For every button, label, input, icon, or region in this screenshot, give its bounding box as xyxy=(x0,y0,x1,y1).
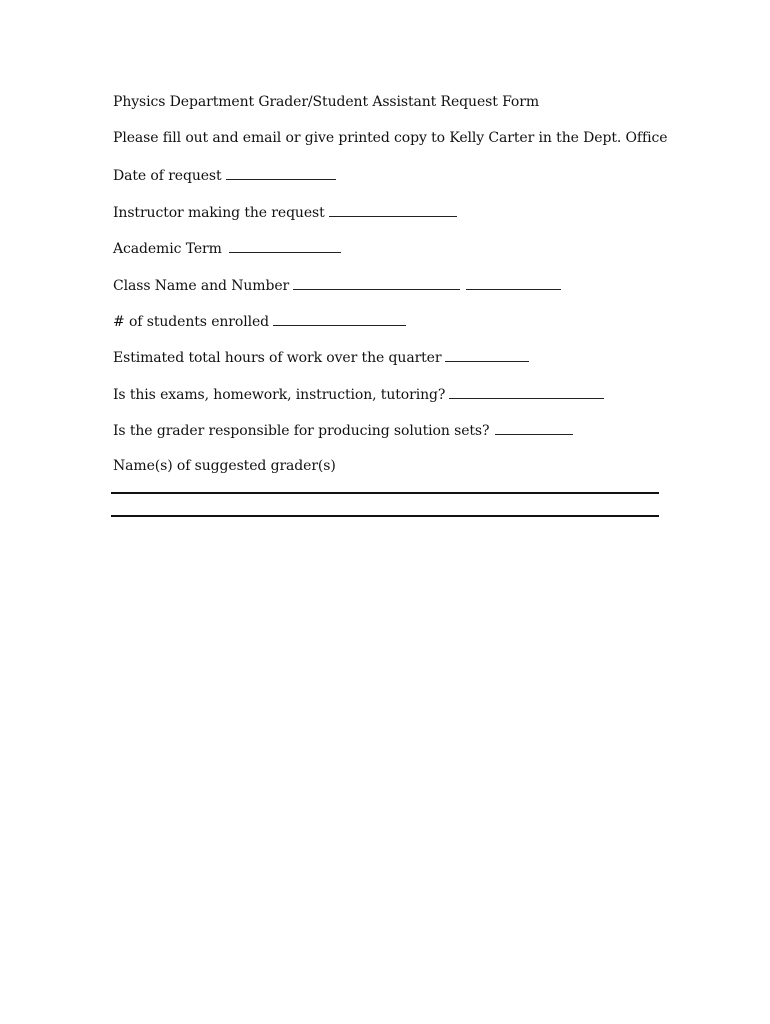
academic-term-label: Academic Term xyxy=(113,241,222,257)
estimated-hours-label: Estimated total hours of work over the quarter xyxy=(113,350,442,366)
students-enrolled-label: # of students enrolled xyxy=(113,314,270,330)
instructor-label: Instructor making the request xyxy=(113,205,325,221)
date-of-request-row xyxy=(113,166,336,185)
solution-sets-blank[interactable] xyxy=(495,421,573,435)
students-enrolled-row xyxy=(113,312,406,331)
instructor-blank[interactable] xyxy=(329,203,457,217)
class-number-blank[interactable] xyxy=(466,276,561,290)
form-instructions xyxy=(113,129,667,147)
class-name-number-label: Class Name and Number xyxy=(113,278,290,294)
suggested-graders-row xyxy=(113,457,336,475)
work-type-blank[interactable] xyxy=(449,385,604,399)
estimated-hours-blank[interactable] xyxy=(445,348,529,362)
form-title xyxy=(113,93,539,111)
suggested-grader-line-2[interactable] xyxy=(111,515,659,517)
academic-term-row xyxy=(113,239,341,258)
academic-term-blank[interactable] xyxy=(229,239,341,253)
date-of-request-label: Date of request xyxy=(113,168,222,184)
form-instructions-text: Please fill out and email or give printed copy to Kelly Carter in the Dept. Office xyxy=(113,130,668,146)
work-type-row xyxy=(113,385,604,404)
estimated-hours-row xyxy=(113,348,529,367)
work-type-label: Is this exams, homework, instruction, tutoring? xyxy=(113,387,446,403)
date-of-request-blank[interactable] xyxy=(226,166,336,180)
class-name-blank[interactable] xyxy=(293,276,460,290)
students-enrolled-blank[interactable] xyxy=(273,312,406,326)
suggested-graders-label: Name(s) of suggested grader(s) xyxy=(113,458,336,474)
solution-sets-label: Is the grader responsible for producing solution sets? xyxy=(113,423,490,439)
instructor-row xyxy=(113,203,457,222)
class-name-number-row xyxy=(113,276,561,295)
solution-sets-row xyxy=(113,421,573,440)
suggested-grader-line-1[interactable] xyxy=(111,492,659,494)
form-title-text: Physics Department Grader/Student Assistant Request Form xyxy=(113,94,540,110)
